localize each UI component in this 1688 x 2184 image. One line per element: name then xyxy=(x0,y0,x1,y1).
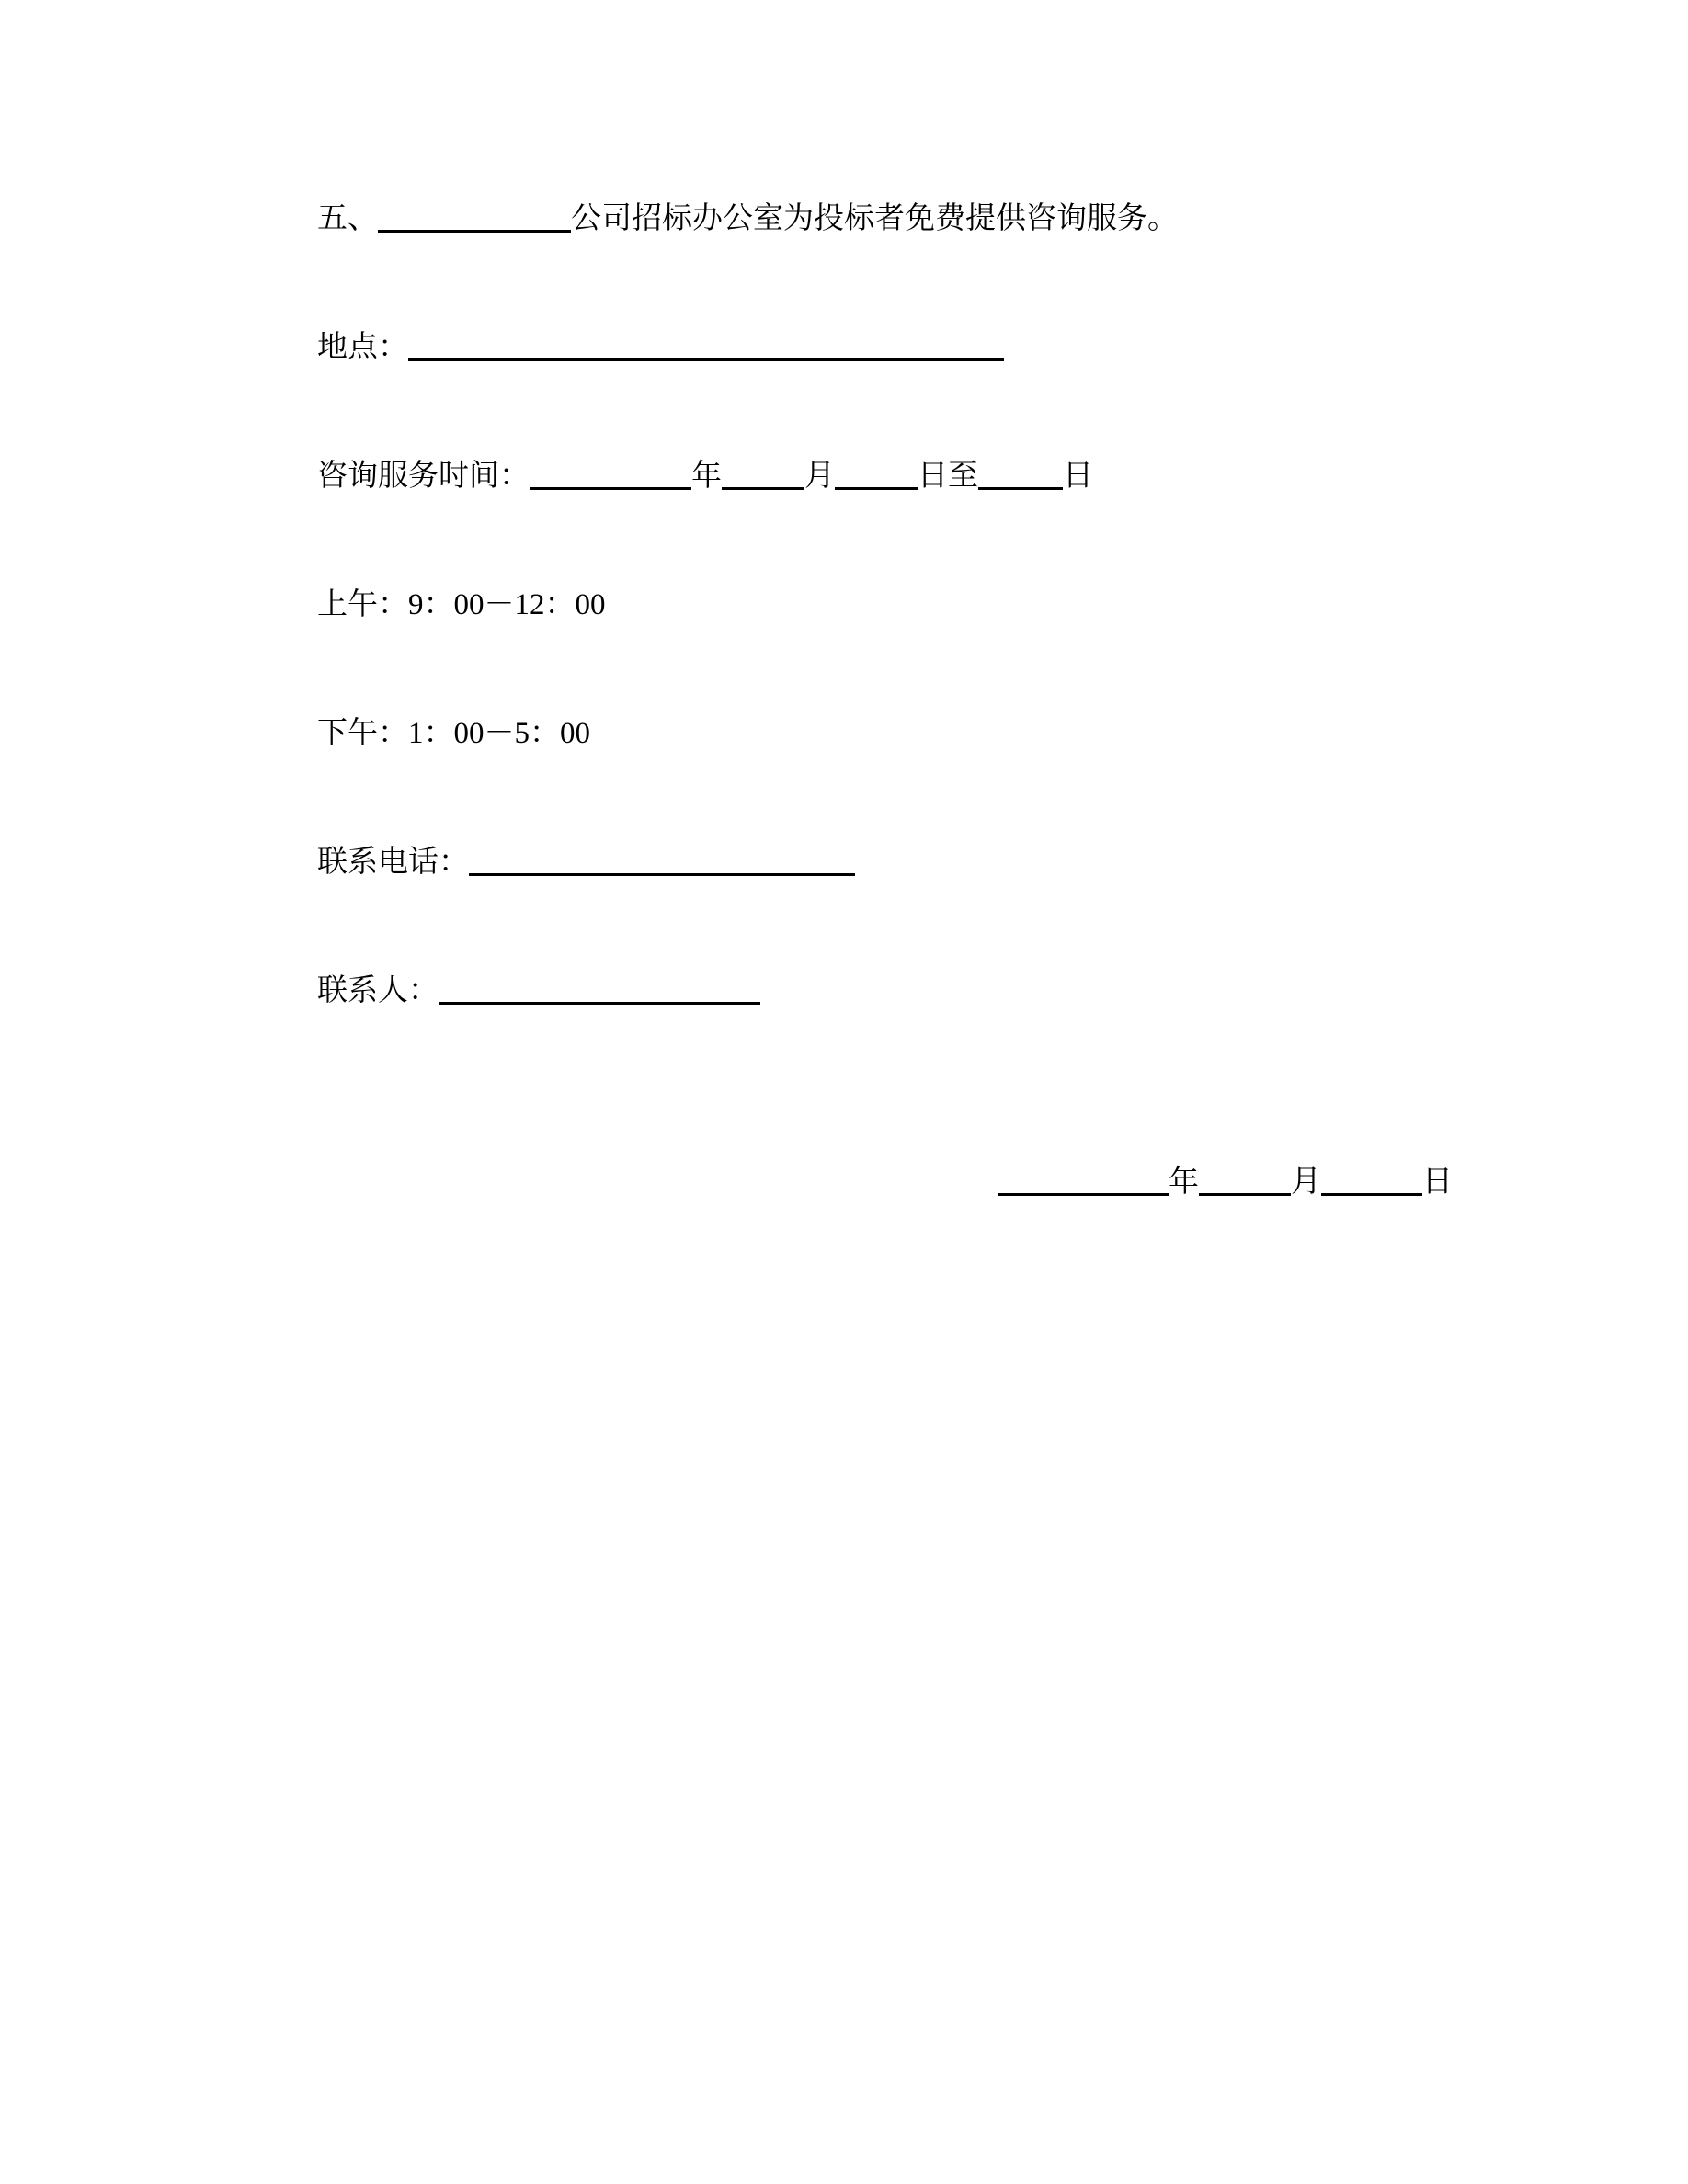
year-label: 年 xyxy=(691,460,722,493)
company-name-blank xyxy=(378,206,571,233)
phone-blank xyxy=(469,849,855,876)
clause-number: 五、 xyxy=(317,202,378,235)
month-label: 月 xyxy=(804,460,835,493)
afternoon-hours-text: 下午：1：00－5：00 xyxy=(317,717,590,750)
contact-blank xyxy=(439,978,760,1005)
signature-day-blank xyxy=(1321,1169,1422,1196)
service-time-line xyxy=(317,458,1453,495)
signature-date-line xyxy=(317,1164,1453,1200)
morning-hours-line xyxy=(317,586,1453,623)
service-end-day-blank xyxy=(978,463,1063,490)
location-blank xyxy=(408,335,1004,361)
clause-text: 公司招标办公室为投标者免费提供咨询服务。 xyxy=(571,202,1178,235)
afternoon-hours-line xyxy=(317,715,1453,752)
signature-month-blank xyxy=(1199,1169,1291,1196)
location-line xyxy=(317,329,1453,366)
signature-day-label: 日 xyxy=(1422,1166,1453,1199)
signature-year-blank xyxy=(998,1169,1169,1196)
day-label: 日 xyxy=(1063,460,1093,493)
service-year-blank xyxy=(530,463,691,490)
phone-line xyxy=(317,844,1453,881)
contact-line xyxy=(317,973,1453,1009)
morning-hours-text: 上午：9：00－12：00 xyxy=(317,588,606,621)
service-month-blank xyxy=(722,463,804,490)
contact-label: 联系人： xyxy=(317,974,439,1007)
clause-five-line xyxy=(317,200,1453,237)
service-start-day-blank xyxy=(835,463,918,490)
signature-year-label: 年 xyxy=(1169,1166,1199,1199)
document-content xyxy=(317,0,1453,1200)
location-label: 地点： xyxy=(317,331,408,364)
signature-month-label: 月 xyxy=(1291,1166,1321,1199)
phone-label: 联系电话： xyxy=(317,846,469,879)
day-to-label: 日至 xyxy=(918,460,978,493)
service-time-label: 咨询服务时间： xyxy=(317,460,530,493)
